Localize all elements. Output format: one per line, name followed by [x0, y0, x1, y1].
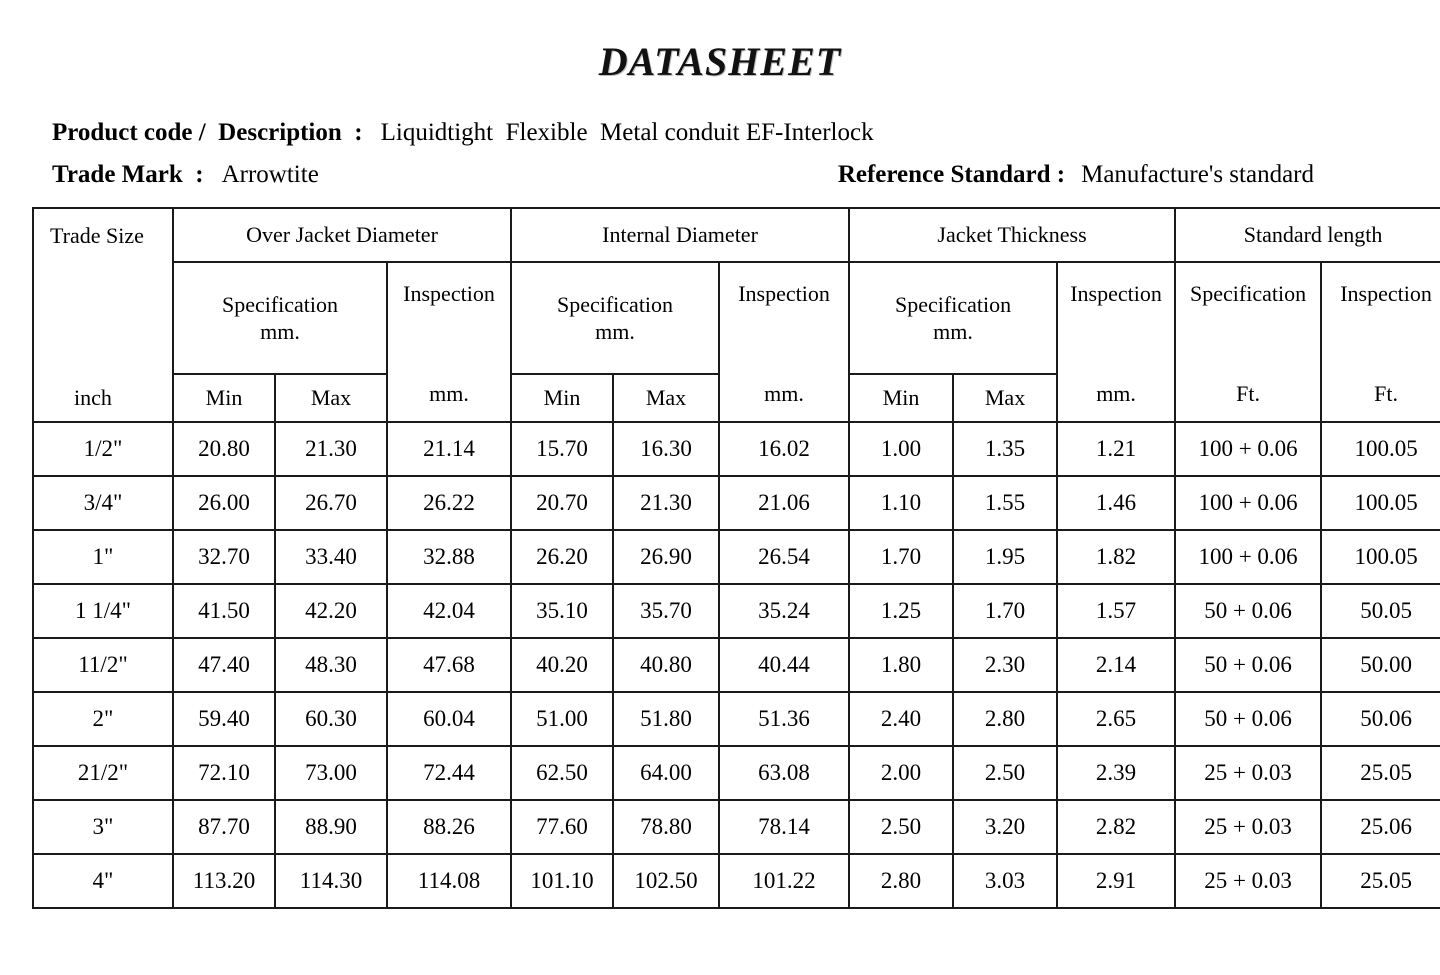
datasheet-table [32, 207, 1440, 909]
header-jt-max: Max [953, 374, 1057, 422]
header-sl-inspection [1321, 262, 1440, 422]
cell-oj-min: 32.70 [173, 530, 275, 584]
cell-trade-size: 11/2" [33, 638, 173, 692]
cell-oj-min: 47.40 [173, 638, 275, 692]
table-row [33, 476, 1440, 530]
cell-oj-max: 88.90 [275, 800, 387, 854]
cell-sl-insp: 25.05 [1321, 854, 1440, 908]
header-jt-specification [849, 262, 1057, 374]
cell-id-max: 78.80 [613, 800, 719, 854]
page-title: DATASHEET [598, 39, 842, 84]
cell-id-insp: 40.44 [719, 638, 849, 692]
oj-spec-label: Specification [221, 291, 339, 317]
cell-jt-insp: 2.91 [1057, 854, 1175, 908]
table-row [33, 638, 1440, 692]
product-code-label: Product code / Description : [52, 119, 363, 146]
cell-oj-insp: 32.88 [387, 530, 511, 584]
cell-jt-max: 2.50 [953, 746, 1057, 800]
cell-oj-max: 114.30 [275, 854, 387, 908]
cell-oj-min: 87.70 [173, 800, 275, 854]
cell-sl-spec: 100 + 0.06 [1175, 530, 1321, 584]
trade-mark-row [52, 161, 1392, 189]
header-jt-min: Min [849, 374, 953, 422]
cell-oj-insp: 88.26 [387, 800, 511, 854]
cell-trade-size: 21/2" [33, 746, 173, 800]
cell-sl-insp: 25.06 [1321, 800, 1440, 854]
cell-oj-max: 21.30 [275, 422, 387, 476]
cell-oj-max: 48.30 [275, 638, 387, 692]
trade-size-unit: inch [74, 385, 112, 410]
cell-sl-spec: 50 + 0.06 [1175, 584, 1321, 638]
cell-sl-insp: 25.05 [1321, 746, 1440, 800]
header-oj-inspection [387, 262, 511, 422]
cell-jt-insp: 2.39 [1057, 746, 1175, 800]
datasheet-table-body [33, 422, 1440, 908]
cell-oj-insp: 26.22 [387, 476, 511, 530]
header-trade-size [33, 208, 173, 422]
cell-id-min: 26.20 [511, 530, 613, 584]
cell-jt-max: 1.95 [953, 530, 1057, 584]
jt-spec-label: Specification [895, 291, 1012, 317]
cell-id-max: 102.50 [613, 854, 719, 908]
header-id-min: Min [511, 374, 613, 422]
jt-insp-label: Inspection [1070, 281, 1162, 306]
cell-jt-min: 1.00 [849, 422, 953, 476]
cell-oj-max: 73.00 [275, 746, 387, 800]
cell-oj-min: 26.00 [173, 476, 275, 530]
header-jacket-thickness: Jacket Thickness [849, 208, 1175, 262]
cell-trade-size: 3" [33, 800, 173, 854]
header-internal-diameter: Internal Diameter [511, 208, 849, 262]
reference-standard-value: Manufacture's standard [1081, 161, 1314, 188]
cell-id-insp: 63.08 [719, 746, 849, 800]
cell-oj-max: 60.30 [275, 692, 387, 746]
cell-oj-min: 113.20 [173, 854, 275, 908]
cell-sl-spec: 25 + 0.03 [1175, 854, 1321, 908]
cell-id-max: 26.90 [613, 530, 719, 584]
table-row [33, 854, 1440, 908]
jt-spec-unit: mm. [933, 319, 973, 344]
reference-standard-label: Reference Standard : [837, 161, 1066, 188]
cell-oj-max: 42.20 [275, 584, 387, 638]
trade-mark-label: Trade Mark : [52, 161, 204, 188]
cell-sl-insp: 50.05 [1321, 584, 1440, 638]
cell-jt-min: 2.00 [849, 746, 953, 800]
cell-sl-spec: 50 + 0.06 [1175, 638, 1321, 692]
cell-id-min: 35.10 [511, 584, 613, 638]
table-row [33, 422, 1440, 476]
cell-jt-min: 1.70 [849, 530, 953, 584]
cell-oj-max: 26.70 [275, 476, 387, 530]
header-info [52, 119, 1392, 189]
sl-insp-label: Inspection [1340, 281, 1432, 306]
trade-mark-value: Arrowtite [221, 161, 319, 188]
cell-oj-min: 41.50 [173, 584, 275, 638]
cell-jt-max: 2.30 [953, 638, 1057, 692]
cell-id-max: 40.80 [613, 638, 719, 692]
cell-id-min: 77.60 [511, 800, 613, 854]
cell-sl-spec: 50 + 0.06 [1175, 692, 1321, 746]
cell-jt-insp: 2.14 [1057, 638, 1175, 692]
table-row [33, 530, 1440, 584]
cell-jt-insp: 1.82 [1057, 530, 1175, 584]
cell-jt-max: 2.80 [953, 692, 1057, 746]
header-oj-max: Max [275, 374, 387, 422]
cell-oj-insp: 21.14 [387, 422, 511, 476]
cell-oj-insp: 60.04 [387, 692, 511, 746]
cell-jt-max: 1.70 [953, 584, 1057, 638]
cell-sl-insp: 100.05 [1321, 476, 1440, 530]
header-jt-inspection [1057, 262, 1175, 422]
cell-id-max: 21.30 [613, 476, 719, 530]
cell-sl-spec: 100 + 0.06 [1175, 422, 1321, 476]
sl-spec-unit: Ft. [1236, 381, 1260, 406]
cell-jt-min: 2.80 [849, 854, 953, 908]
datasheet-table-wrapper [32, 207, 1432, 909]
cell-oj-insp: 114.08 [387, 854, 511, 908]
cell-sl-spec: 25 + 0.03 [1175, 746, 1321, 800]
cell-jt-insp: 1.57 [1057, 584, 1175, 638]
cell-sl-insp: 100.05 [1321, 422, 1440, 476]
cell-trade-size: 2" [33, 692, 173, 746]
table-row [33, 584, 1440, 638]
cell-sl-spec: 25 + 0.03 [1175, 800, 1321, 854]
header-oj-min: Min [173, 374, 275, 422]
cell-id-max: 51.80 [613, 692, 719, 746]
header-sl-specification [1175, 262, 1321, 422]
cell-oj-insp: 47.68 [387, 638, 511, 692]
oj-spec-unit: mm. [260, 319, 300, 344]
cell-oj-insp: 42.04 [387, 584, 511, 638]
cell-id-min: 40.20 [511, 638, 613, 692]
id-insp-unit: mm. [764, 381, 804, 406]
cell-trade-size: 4" [33, 854, 173, 908]
id-spec-unit: mm. [595, 319, 635, 344]
cell-jt-insp: 1.46 [1057, 476, 1175, 530]
header-standard-length: Standard length [1175, 208, 1440, 262]
product-code-row [52, 119, 1392, 147]
cell-id-insp: 16.02 [719, 422, 849, 476]
trade-size-label: Trade Size [50, 223, 144, 248]
sl-insp-unit: Ft. [1374, 381, 1398, 406]
cell-id-insp: 21.06 [719, 476, 849, 530]
cell-jt-min: 1.80 [849, 638, 953, 692]
cell-sl-spec: 100 + 0.06 [1175, 476, 1321, 530]
cell-jt-max: 3.03 [953, 854, 1057, 908]
cell-jt-max: 1.35 [953, 422, 1057, 476]
oj-insp-unit: mm. [429, 381, 469, 406]
cell-sl-insp: 50.06 [1321, 692, 1440, 746]
cell-trade-size: 1/2" [33, 422, 173, 476]
cell-trade-size: 1 1/4" [33, 584, 173, 638]
cell-oj-min: 20.80 [173, 422, 275, 476]
sl-spec-label: Specification [1190, 281, 1307, 306]
cell-id-insp: 35.24 [719, 584, 849, 638]
cell-jt-min: 2.50 [849, 800, 953, 854]
cell-sl-insp: 50.00 [1321, 638, 1440, 692]
id-insp-label: Inspection [738, 281, 830, 306]
jt-insp-unit: mm. [1096, 381, 1136, 406]
cell-jt-min: 1.25 [849, 584, 953, 638]
cell-id-max: 64.00 [613, 746, 719, 800]
cell-oj-min: 59.40 [173, 692, 275, 746]
cell-id-min: 62.50 [511, 746, 613, 800]
cell-oj-min: 72.10 [173, 746, 275, 800]
cell-jt-min: 1.10 [849, 476, 953, 530]
header-id-specification [511, 262, 719, 374]
cell-oj-insp: 72.44 [387, 746, 511, 800]
cell-jt-min: 2.40 [849, 692, 953, 746]
cell-id-max: 35.70 [613, 584, 719, 638]
cell-jt-insp: 2.82 [1057, 800, 1175, 854]
cell-id-insp: 51.36 [719, 692, 849, 746]
table-row [33, 800, 1440, 854]
cell-trade-size: 1" [33, 530, 173, 584]
cell-id-min: 15.70 [511, 422, 613, 476]
header-id-max: Max [613, 374, 719, 422]
reference-standard-group [838, 161, 1392, 189]
id-spec-label: Specification [556, 291, 674, 317]
cell-trade-size: 3/4" [33, 476, 173, 530]
header-over-jacket-diameter: Over Jacket Diameter [173, 208, 511, 262]
cell-id-min: 20.70 [511, 476, 613, 530]
cell-jt-insp: 1.21 [1057, 422, 1175, 476]
cell-jt-max: 3.20 [953, 800, 1057, 854]
cell-id-insp: 78.14 [719, 800, 849, 854]
cell-jt-insp: 2.65 [1057, 692, 1175, 746]
product-code-value: Liquidtight Flexible Metal conduit EF-Interlock [380, 119, 874, 146]
table-row [33, 746, 1440, 800]
oj-insp-label: Inspection [403, 281, 495, 306]
cell-jt-max: 1.55 [953, 476, 1057, 530]
cell-oj-max: 33.40 [275, 530, 387, 584]
header-oj-specification [173, 262, 387, 374]
header-id-inspection [719, 262, 849, 422]
cell-id-insp: 26.54 [719, 530, 849, 584]
cell-id-min: 101.10 [511, 854, 613, 908]
cell-id-max: 16.30 [613, 422, 719, 476]
cell-id-insp: 101.22 [719, 854, 849, 908]
cell-id-min: 51.00 [511, 692, 613, 746]
table-row [33, 692, 1440, 746]
cell-sl-insp: 100.05 [1321, 530, 1440, 584]
